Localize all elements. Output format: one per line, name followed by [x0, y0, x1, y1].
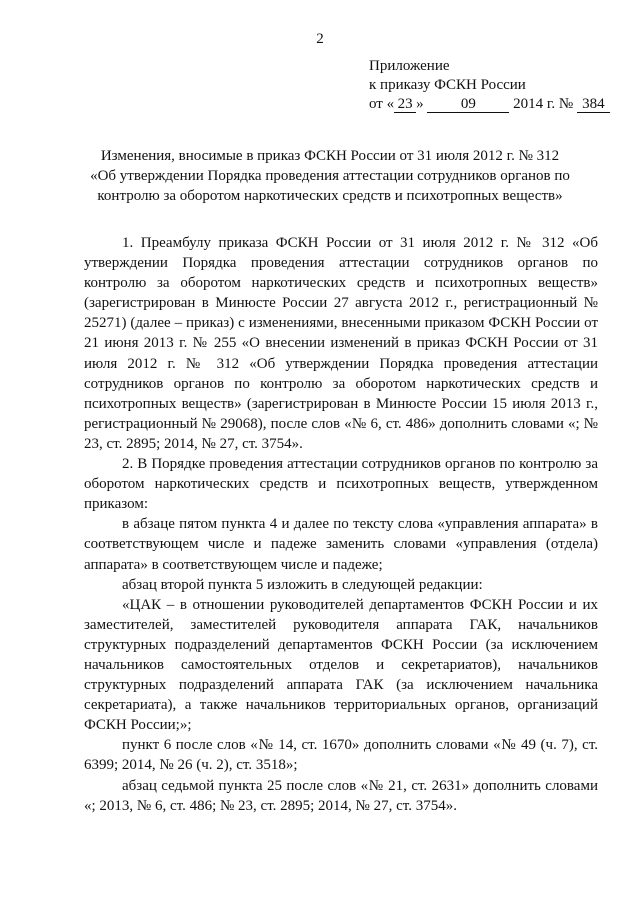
- date-year: 2014 г. №: [513, 96, 574, 112]
- paragraph-procedure: 2. В Порядке проведения аттестации сотрудников органов по контролю за оборотом наркотических средств и психотропных веществ, утвержденном приказом:: [84, 456, 598, 513]
- paragraph-item-5-intro: абзац второй пункта 5 изложить в следующей редакции:: [122, 576, 483, 593]
- date-mid: »: [416, 96, 424, 112]
- appendix-date-line: [369, 95, 610, 114]
- title-line: Изменения, вносимые в приказ ФСКН России от 31 июля 2012 г. № 312: [100, 148, 560, 164]
- date-prefix: от «: [369, 96, 395, 112]
- appendix-title: Приложение: [369, 58, 450, 74]
- paragraph-item-4: в абзаце пятом пункта 4 и далее по тексту слова «управления аппарата» в соответствующем числе и падеже заменить словами «управления (отдела) аппарата» в соответствующем числе и падеже;: [84, 516, 598, 573]
- appendix-header: [369, 57, 610, 114]
- document-body: [84, 233, 598, 816]
- title-line: контролю за оборотом наркотических средств и психотропных веществ»: [97, 188, 563, 204]
- paragraph-item-25: абзац седьмой пункта 25 после слов «№ 21, ст. 2631» дополнить словами «; 2013, № 6, ст. 486; № 23, ст. 2895; 2014, № 27, ст. 3754».: [84, 777, 598, 814]
- order-number: 384: [577, 95, 610, 113]
- document-title: [90, 146, 570, 206]
- paragraph-item-5-text: «ЦАК – в отношении руководителей департаментов ФСКН России и их заместителей, заместителей руководителя аппарата ГАК, начальников структурных подразделений департаментов ФСКН России (за исключением начальников самостоятельных отделов и секретариатов), начальников структурных подразделений аппарата ГАК (за исключением начальника секретариата), а также начальников территориальных органов, организаций ФСКН России;»;: [84, 596, 598, 734]
- paragraph-item-6: пункт 6 после слов «№ 14, ст. 1670» дополнить словами «№ 49 (ч. 7), ст. 6399; 2014, № 26 (ч. 2), ст. 3518»;: [84, 737, 598, 774]
- date-day: 23: [394, 95, 416, 113]
- title-line: «Об утверждении Порядка проведения аттестации сотрудников органов по: [90, 168, 570, 184]
- paragraph-preamble: 1. Преамбулу приказа ФСКН России от 31 июля 2012 г. № 312 «Об утверждении Порядка проведения аттестации сотрудников органов по контролю за оборотом наркотических средств и психотропных веществ» (зарегистрирован в Минюсте России 27 августа 2012 г., регистрационный № 25271) (далее – приказ) с изменениями, внесенными приказом ФСКН России от 21 июня 2013 г. № 255 «О внесении изменений в приказ ФСКН России от 31 июля 2012 г. № 312 «Об утверждении Порядка проведения аттестации сотрудников органов по контролю за оборотом наркотических средств и психотропных веществ» (зарегистрирован в Минюсте России 15 июля 2013 г., регистрационный № 29068), после слов «№ 6, ст. 486» дополнить словами «; № 23, ст. 2895; 2014, № 27, ст. 3754».: [84, 235, 598, 452]
- page-number: 2: [316, 31, 324, 47]
- date-month: 09: [427, 95, 509, 113]
- appendix-order-ref: к приказу ФСКН России: [369, 77, 526, 93]
